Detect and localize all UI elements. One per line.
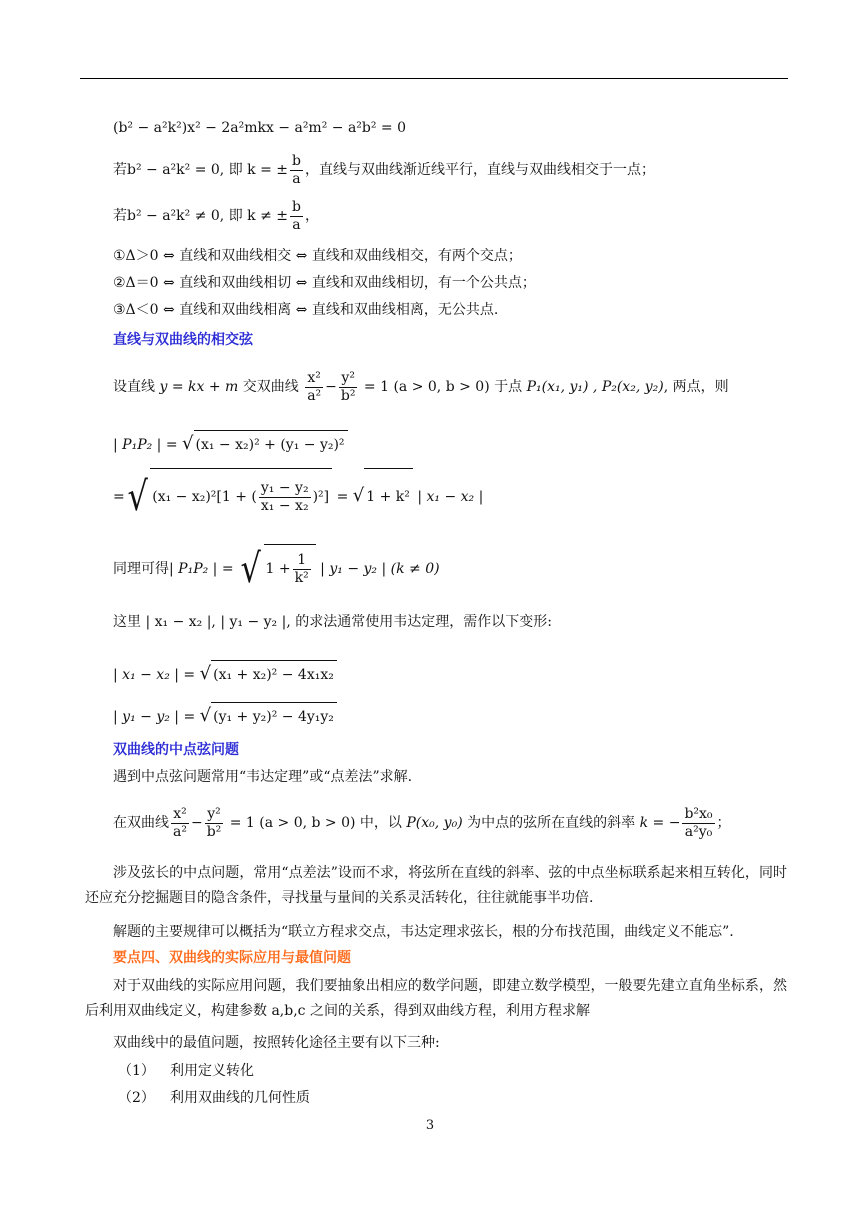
fraction-denominator: a²	[173, 823, 187, 840]
fraction-denominator: b²	[340, 387, 356, 404]
fraction-numerator: y²	[339, 370, 358, 388]
radical-icon: √	[182, 433, 194, 454]
chord-length-expanded	[113, 468, 483, 524]
list-item	[118, 1061, 254, 1081]
fraction-numerator: b	[292, 152, 301, 169]
fraction-numerator: x²	[171, 806, 189, 824]
radicand-1-plus-k2: 1 + k²	[364, 468, 413, 524]
fraction-numerator: y₁ − y₂	[260, 479, 309, 496]
equals-sign: =	[332, 489, 353, 505]
condition-equal: b² − a²k² = 0, 即 k = ±	[127, 162, 288, 178]
case-parallel-text: ，直线与双曲线渐近线平行，直线与双曲线相交于一点；	[304, 162, 655, 178]
radicand-one-plus: 1 +	[265, 561, 291, 577]
list-item	[118, 1088, 310, 1108]
setup-line: 设直线 y = kx + m 交双曲线 $\frac{\text{x²}}{\text{a²}}$ − $\frac{\text{y²}}{\text{b²}}$ = 1 (a > 0, b > 0) 于点 P₁(x₁, y₁) , P₂(x₂, y₂), 两点，则	[113, 369, 729, 404]
case-nonparallel-prefix: 若	[113, 208, 127, 224]
abs-y-lhs: | y₁ − y₂ | =	[113, 709, 200, 725]
list-number: （1）	[118, 1063, 155, 1079]
fraction-y2-over-b2	[339, 370, 358, 405]
delta-item-3: ③Δ＜0 ⇔ 直线和双曲线相离 ⇔ 直线和双曲线相离，无公共点.	[113, 302, 499, 318]
midpoint-intro: 遇到中点弦问题常用“韦达定理”或“点差法”求解.	[113, 769, 413, 785]
fraction-denominator: a²y₀	[684, 823, 713, 840]
abs-y-diff: | y₁ − y₂ | (k ≠ 0)	[315, 561, 440, 577]
vieta-note: 这里 | x₁ − x₂ |, | y₁ − y₂ |, 的求法通常使用韦达定理，需作以下变形:	[113, 614, 552, 630]
fraction-numerator: 1	[293, 552, 311, 570]
paragraph-application: 对于双曲线的实际应用问题，我们要抽象出相应的数学问题，即建立数学模型，一般要先建立直角坐标系，然后利用双曲线定义，构建参数 a,b,c 之间的关系，得到双曲线方程，利用方程求解	[85, 978, 787, 1019]
midpoint-text-1: 在双曲线	[113, 815, 169, 831]
radicand-part-2: )²]	[312, 489, 330, 505]
fraction-x2-over-a2	[305, 370, 323, 405]
setup-text-2: 交双曲线	[238, 379, 304, 395]
abs-y-formula	[113, 702, 337, 730]
fraction-denominator: x₁ − x₂	[260, 497, 309, 514]
paragraph-point-difference: 涉及弦长的中点问题，常用“点差法”设而不求，将弦所在直线的斜率、弦的中点坐标联系起来相互转化，同时还应充分挖掘题目的隐含条件，寻找量与量间的关系灵活转化，往往就能事半功倍.	[85, 865, 787, 906]
abs-x-lhs: | x₁ − x₂ | =	[113, 667, 200, 683]
paragraph-rules: 解题的主要规律可以概括为“联立方程求交点，韦达定理求弦长，根的分布找范围，曲线定义不能忘”.	[113, 924, 734, 940]
fraction-denominator: a	[292, 170, 301, 187]
fraction-y2-over-b2	[205, 806, 224, 841]
fraction-slope	[259, 480, 311, 515]
abs-x-formula	[113, 660, 337, 688]
setup-text-3: 于点	[489, 379, 527, 395]
delta-item-1: ①Δ＞0 ⇔ 直线和双曲线相交 ⇔ 直线和双曲线相交，有两个交点；	[113, 248, 522, 264]
paragraph-max-value: 双曲线中的最值问题，按照转化途径主要有以下三种:	[113, 1035, 440, 1051]
fraction-numerator: x²	[305, 370, 323, 388]
fraction-denominator: b²	[206, 823, 222, 840]
midpoint-slope-formula: 在双曲线 $\frac{\text{x²}}{\text{a²}}$ − $\frac{\text{y²}}{\text{b²}}$ = 1 (a > 0, b > 0) 中，以 P(x₀, y₀) 为中点的弦所在直线的斜率 k = − $\frac{\text{b²x₀}}{\text{a²y₀}}$ ；	[113, 805, 731, 840]
chord-length-lhs: | P₁P₂ | =	[113, 437, 183, 453]
midpoint-text-3: 为中点的弦所在直线的斜率	[462, 815, 640, 831]
abs-x-radicand: (x₁ + x₂)² − 4x₁x₂	[211, 660, 337, 688]
fraction-numerator: y²	[205, 806, 224, 824]
same-prefix: 同理可得	[113, 561, 169, 577]
radical-icon: √	[352, 485, 365, 506]
fraction-numerator: b	[292, 198, 301, 215]
fraction-b-over-a	[290, 153, 303, 188]
hyperbola-rhs: = 1 (a > 0, b > 0)	[359, 379, 490, 395]
fraction-b-over-a	[290, 199, 303, 234]
abs-x-diff: | x₁ − x₂ |	[412, 489, 484, 505]
fraction-denominator: a	[292, 216, 301, 233]
radicand-part-1: (x₁ − x₂)²[1 + (	[152, 489, 257, 505]
equals-sign: =	[113, 489, 125, 505]
setup-text-4: , 两点，则	[663, 379, 729, 395]
midpoint-text-4: ；	[716, 815, 731, 831]
heading-midpoint-chord: 双曲线的中点弦问题	[113, 742, 239, 758]
case-parallel-prefix: 若	[113, 162, 127, 178]
fraction-slope-midpoint	[682, 806, 714, 841]
radical-icon: √	[127, 474, 148, 520]
page-number: 3	[425, 1118, 435, 1133]
fraction-denominator: a²	[307, 387, 322, 404]
abs-y-radicand: (y₁ + y₂)² − 4y₁y₂	[211, 702, 337, 730]
line-equation: y = kx + m	[159, 379, 239, 395]
list-number: （2）	[118, 1090, 155, 1106]
radicand-expanded	[150, 468, 332, 524]
fraction-1-over-k2	[293, 552, 311, 587]
delta-item-2: ②Δ＝0 ⇔ 直线和双曲线相切 ⇔ 直线和双曲线相切，有一个公共点；	[113, 275, 536, 291]
main-equation: (b² − a²k²)x² − 2a²mkx − a²m² − a²b² = 0	[113, 120, 407, 136]
case-nonparallel	[113, 198, 319, 234]
setup-text-1: 设直线	[113, 379, 160, 395]
radicand-inverse-k	[264, 544, 316, 592]
list-text: 利用定义转化	[170, 1063, 254, 1079]
chord-length-formula	[113, 430, 348, 458]
fraction-numerator: b²x₀	[684, 805, 713, 822]
chord-length-lhs: | P₁P₂ | =	[169, 561, 239, 577]
radicand: (x₁ − x₂)² + (y₁ − y₂)²	[194, 430, 348, 458]
fraction-x2-over-a2	[171, 806, 189, 841]
slope-lhs: k = −	[639, 815, 681, 831]
chord-length-y-formula	[113, 544, 440, 592]
heading-intersecting-chord: 直线与双曲线的相交弦	[113, 332, 253, 348]
radical-icon: √	[199, 705, 212, 726]
radical-icon: √	[240, 546, 261, 592]
case-nonparallel-text: ，	[304, 208, 319, 224]
header-rule	[80, 78, 788, 79]
heading-application: 要点四、双曲线的实际应用与最值问题	[113, 950, 351, 966]
fraction-denominator: k²	[294, 569, 309, 586]
condition-not-equal: b² − a²k² ≠ 0, 即 k ≠ ±	[127, 208, 288, 224]
midpoint-text-2: = 1 (a > 0, b > 0) 中，以	[225, 815, 407, 831]
radical-icon: √	[199, 663, 212, 684]
case-parallel	[113, 152, 655, 188]
list-text: 利用双曲线的几何性质	[170, 1090, 310, 1106]
intersection-points: P₁(x₁, y₁) , P₂(x₂, y₂)	[526, 379, 664, 395]
midpoint-point: P(x₀, y₀)	[406, 815, 463, 831]
